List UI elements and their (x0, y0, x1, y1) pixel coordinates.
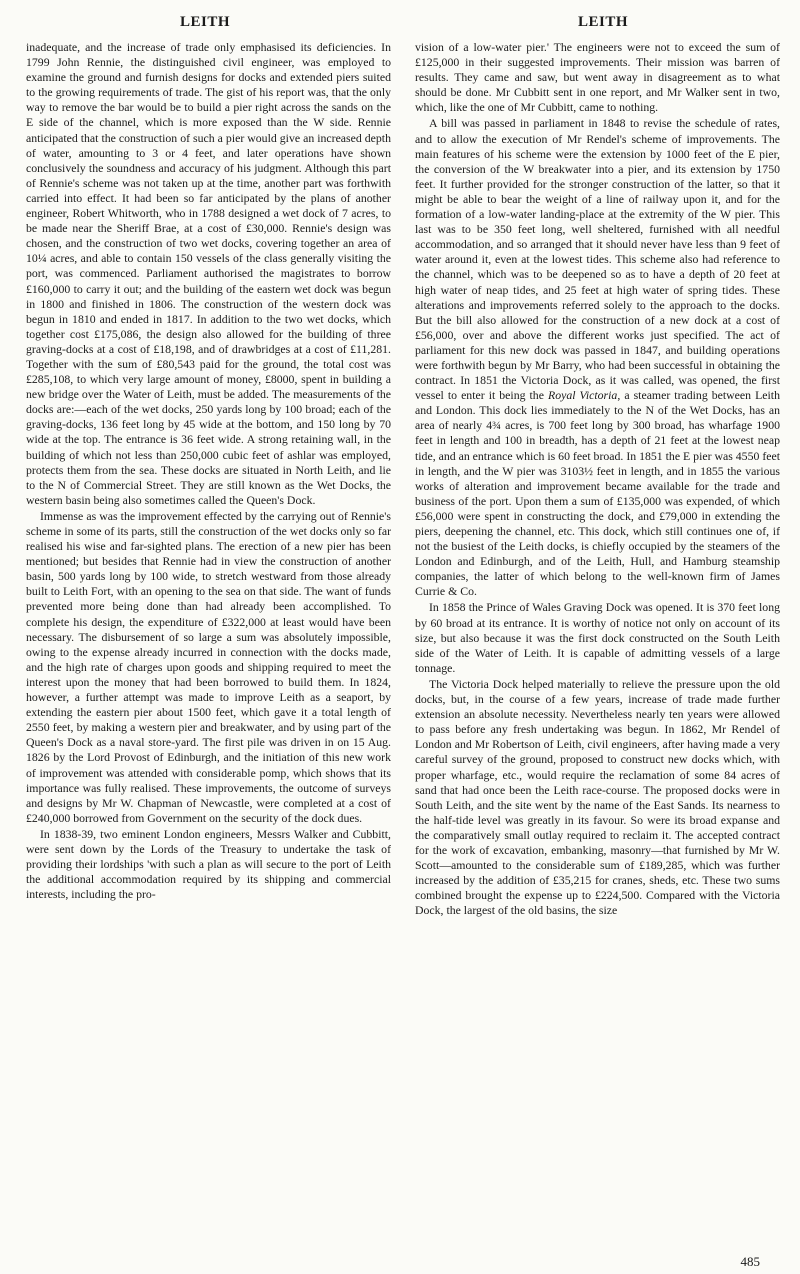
ship-name: Royal Victoria (547, 388, 618, 403)
running-headers (0, 14, 800, 36)
paragraph: The Victoria Dock helped materially to relieve the pressure upon the old docks, but, in the course of a few years, increase of trade made further extension an absolute necessity. Nevertheless nearly ten years were allowed to pass before any fresh undertaking was begun. In 1862, Mr Rendel of London and Mr Robertson of Leith, civil engineers, after having made a very careful survey of the ground, proposed to construct new docks which, with proper wharfage, etc., would require the reclamation of some 84 acres of sand that had once been the Leith race-course. The proposed docks were in South Leith, and the site went by the name of the East Sands. Its nearness to the half-tide level was greatly in its favour. So were its broad expanse and the comparatively small outlay required to reclaim it. The accepted contract for the work of excavation, embanking, masonry—that furnished by Mr W. Scott—amounted to the considerable sum of £189,285, which was further increased by the addition of £35,215 for cranes, sheds, etc. These two sums combined brought the expense up to £224,500. Compared with the Victoria Dock, the largest of the old basins, the size (415, 676, 780, 918)
running-header-left: LEITH (180, 14, 231, 30)
paragraph-text: , a steamer trading between Leith and London. This dock lies immediately to the N of the Wet Docks, has an area of nearly 4¾ acres, is 700 feet long by 300 broad, has wharfage 1900 feet in length and 100 in breadth, has a depth of 21 feet at the lowest neap tide, and an entrance which is 60 feet broad. In 1851 the E pier was 4550 feet in length, and the W pier was 3103½ feet in length, and in 1855 the various works of alteration and improvement became available for the trade and business of the port. Upon them a sum of £135,000 was expended, of which £56,000 were spent in constructing the dock, and £79,000 in extending the piers, deepening the channel, etc. This dock, which still continues one of, if not the busiest of the Leith docks, is chiefly occupied by the steamers of the London and Edinburgh, and of the Leith, Hull, and Hamburg steamship companies, the latter of which belong to the well-known firm of James Currie & Co. (415, 388, 780, 599)
paragraph: inadequate, and the increase of trade only emphasised its deficiencies. In 1799 John Rennie, the distinguished civil engineer, was employed to examine the ground and furnish designs for docks and extended piers suited to the growing requirements of trade. The gist of his report was, that the only way to remove the bar would be to build a pier right across the sands on the E side of the channel, which is more exposed than the W side. Rennie anticipated that the construction of such a pier would give an increased depth of water, amounting to 3 or 4 feet, and later operations have shown conclusively the soundness and accuracy of his judgment. Although this part of Rennie's scheme was not taken up at the time, another part was forthwith carried into effect. It had been so far anticipated by the plans of another engineer, Robert Whitworth, who in 1788 designed a wet dock of 7 acres, to be made near the Sheriff Brae, at a cost of £30,000. Rennie's design was chosen, and the construction of two wet docks, covering together an area of 10¼ acres, and able to contain 150 vessels of the class generally visiting the port, was commenced. Parliament authorised the magistrates to borrow £160,000 to carry it out; and the building of the eastern wet dock was begun in 1800 and finished in 1806. The construction of the western dock was begun in 1810 and ended in 1817. In addition to the two wet docks, which together cost £175,086, the design also allowed for the building of three graving-docks at a cost of £18,198, and of drawbridges at a cost of £11,281. Together with the sum of £80,543 paid for the ground, the total cost was £285,108, to which very large amount of money, £8000, spent in building a new bridge over the Water of Leith, must be added. The measurements of the docks are:—each of the wet docks, 250 yards long by 100 broad; each of the graving-docks, 136 feet long by 45 wide at the bottom, and 150 long by 70 wide at the top. The entrance is 36 feet wide. A strong retaining wall, in the building of which not less than 250,000 cubic feet of ashlar was employed, protects them from the sea. These docks are situated in North Leith, and lie to the N of Commercial Street. They are still known as the Wet Docks, the western basin being also sometimes called the Queen's Dock. (26, 40, 391, 507)
page-number: 485 (740, 1254, 760, 1269)
paragraph: In 1858 the Prince of Wales Graving Dock was opened. It is 370 feet long by 60 broad at its entrance. It is worthy of notice not only on account of its size, but also because it was the first dock constructed on the South Leith side of the Water of Leith. It is capable of admitting vessels of a large tonnage. (415, 600, 780, 675)
running-header-right: LEITH (578, 14, 629, 30)
left-column (26, 40, 391, 1248)
right-column (415, 40, 780, 1248)
paragraph: Immense as was the improvement effected by the carrying out of Rennie's scheme in some of its parts, still the construction of the wet docks only so far realised his wise and far-sighted plans. The erection of a new pier has been mentioned; but besides that Rennie had in view the construction of another basin, 500 yards long by 100 wide, to stretch westward from those already built to Leith Fort, with an opening to the sea on that side. The want of funds prevented more being done than had already been accomplished. To complete his design, the expenditure of £322,000 at least would have been necessary. The disbursement of so large a sum was absolutely impossible, owing to the expense already incurred in connection with the docks made, and the high rate of charges upon goods and shipping required to meet the interest upon the money that had been borrowed to build them. In 1824, however, a further attempt was made to improve Leith as a seaport, by extending the eastern pier about 1500 feet, which gave it a total length of 2550 feet, by making a western pier and breakwater, and by using part of the Queen's Dock as a naval store-yard. The first pile was driven in on 15 Aug. 1826 by the Lord Provost of Edinburgh, and the initiation of this new work of improvement was attended with considerable pomp, which shows that its importance was fully realised. These improvements, the outcome of surveys and designs by Mr W. Chapman of Newcastle, were completed at a cost of £240,000 borrowed from Government on the security of the dock dues. (26, 508, 391, 825)
paragraph (415, 116, 780, 599)
paragraph: vision of a low-water pier.' The engineers were not to exceed the sum of £125,000 in their suggested improvements. Their mission was barren of results. They came and saw, but went away in disagreement as to what should be done. Mr Cubbitt sent in one report, and Mr Walker sent in two, which, like the one of Mr Cubbitt, came to nothing. (415, 40, 780, 115)
paragraph-text: A bill was passed in parliament in 1848 to revise the schedule of rates, and to allow the execution of Mr Rendel's scheme of improvements. The main features of his scheme were the extension by 1000 feet of the E pier, the conversion of the W breakwater into a pier, and its extension by 1750 feet. It further provided for the stronger construction of the latter, so that it might be able to bear the weight of a line of railway upon it, and for the formation of a low-water landing-place at the extremity of the W pier. This last was to be 350 feet long, well sheltered, furnished with all needful accommodation, and so arranged that it should never have less than 9 feet of water around it, even at the lowest tides. This scheme also had reference to the channel, which was to be deepened so as to have a depth of 20 feet at high water of neap tides, and 25 feet at high water of spring tides. These alterations and improvements referred solely to the approach to the docks. But the bill also allowed for the construction of a new dock at a cost of £56,000, over and above the different works just specified. The act of parliament for this new dock was passed in 1847, and building operations were forthwith begun by Mr Barry, who had been successful in obtaining the contract. In 1851 the Victoria Dock, as it was called, was opened, the first vessel to enter it being the (415, 116, 780, 403)
paragraph: In 1838-39, two eminent London engineers, Messrs Walker and Cubbitt, were sent down by the Lords of the Treasury to undertake the task of providing their lordships 'with such a plan as will secure to the port of Leith the additional accommodation required by its shipping and commercial interests, including the pro- (26, 826, 391, 902)
